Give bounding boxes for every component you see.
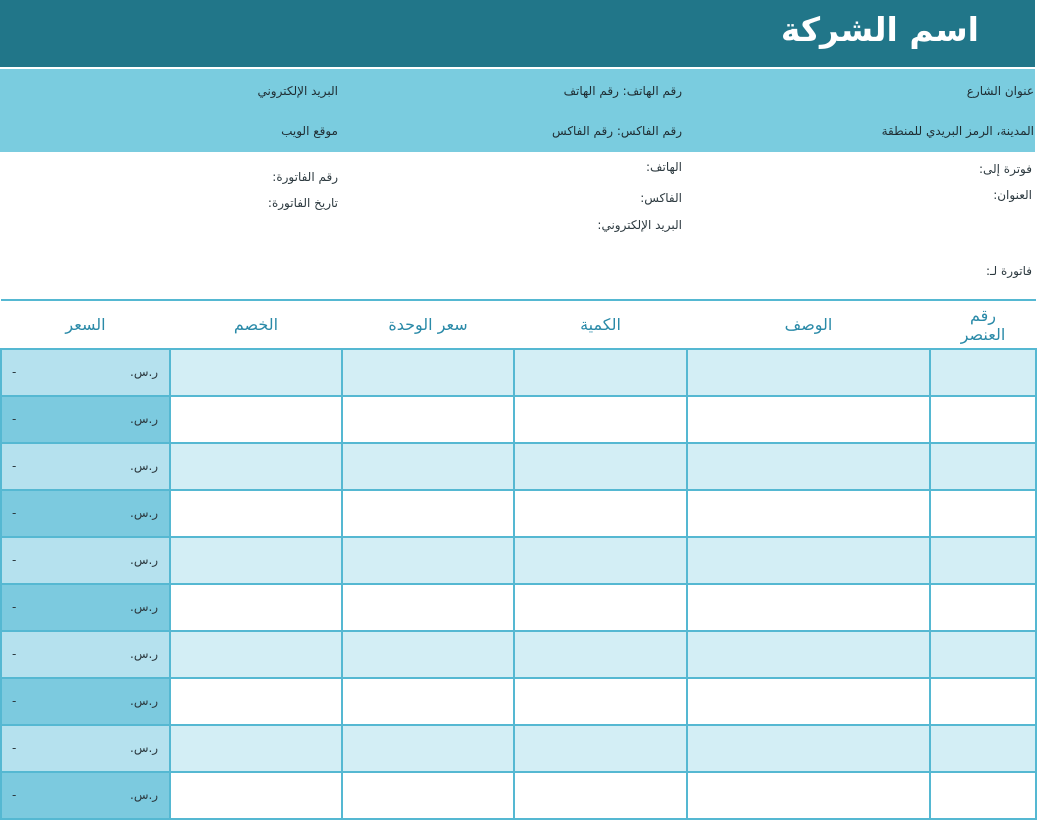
quantity-cell[interactable]	[514, 537, 687, 584]
invoice-date-label: تاريخ الفاتورة:	[267, 196, 338, 210]
currency-label: ر.س.	[130, 412, 159, 426]
description-cell[interactable]	[687, 631, 930, 678]
item-number-cell[interactable]	[930, 678, 1036, 725]
company-phone: رقم الهاتف: رقم الهاتف	[563, 84, 682, 98]
quantity-cell[interactable]	[514, 678, 687, 725]
item-number-cell[interactable]	[930, 396, 1036, 443]
unit-price-cell[interactable]	[342, 396, 514, 443]
unit-price-cell[interactable]	[342, 490, 514, 537]
header-discount: الخصم	[170, 300, 342, 349]
address-label: العنوان:	[993, 188, 1032, 202]
header-price: السعر	[1, 300, 170, 349]
price-value: -	[12, 412, 17, 426]
bill-to-label: فوترة إلى:	[978, 162, 1032, 176]
table-row	[1, 443, 1036, 490]
currency-label: ر.س.	[130, 459, 159, 473]
item-number-cell[interactable]	[930, 537, 1036, 584]
price-value: -	[12, 600, 17, 614]
city-zip: المدينة، الرمز البريدي للمنطقة	[881, 124, 1034, 138]
header-quantity: الكمية	[514, 300, 687, 349]
unit-price-cell[interactable]	[342, 443, 514, 490]
unit-price-cell[interactable]	[342, 584, 514, 631]
discount-cell[interactable]	[170, 537, 342, 584]
description-cell[interactable]	[687, 349, 930, 396]
discount-cell[interactable]	[170, 678, 342, 725]
header-item-number: رقم العنصر	[930, 300, 1036, 349]
company-fax: رقم الفاكس: رقم الفاكس	[552, 124, 682, 138]
discount-cell[interactable]	[170, 443, 342, 490]
unit-price-cell[interactable]	[342, 772, 514, 819]
quantity-cell[interactable]	[514, 443, 687, 490]
unit-price-cell[interactable]	[342, 349, 514, 396]
description-cell[interactable]	[687, 584, 930, 631]
header-unit-price: سعر الوحدة	[342, 300, 514, 349]
company-website: موقع الويب	[281, 124, 338, 138]
company-info-band	[0, 69, 1035, 152]
quantity-cell[interactable]	[514, 349, 687, 396]
description-cell[interactable]	[687, 490, 930, 537]
quantity-cell[interactable]	[514, 396, 687, 443]
unit-price-cell[interactable]	[342, 537, 514, 584]
quantity-cell[interactable]	[514, 772, 687, 819]
price-value: -	[12, 788, 17, 802]
table-row	[1, 772, 1036, 819]
discount-cell[interactable]	[170, 349, 342, 396]
table-row	[1, 490, 1036, 537]
item-number-cell[interactable]	[930, 725, 1036, 772]
price-cell[interactable]	[1, 490, 170, 537]
currency-label: ر.س.	[130, 741, 159, 755]
description-cell[interactable]	[687, 396, 930, 443]
price-cell[interactable]	[1, 584, 170, 631]
discount-cell[interactable]	[170, 396, 342, 443]
currency-label: ر.س.	[130, 553, 159, 567]
quantity-cell[interactable]	[514, 631, 687, 678]
currency-label: ر.س.	[130, 788, 159, 802]
price-value: -	[12, 694, 17, 708]
quantity-cell[interactable]	[514, 490, 687, 537]
table-header-row	[1, 300, 1036, 349]
item-number-cell[interactable]	[930, 631, 1036, 678]
item-number-cell[interactable]	[930, 490, 1036, 537]
unit-price-cell[interactable]	[342, 678, 514, 725]
description-cell[interactable]	[687, 537, 930, 584]
currency-label: ر.س.	[130, 506, 159, 520]
description-cell[interactable]	[687, 725, 930, 772]
table-row	[1, 725, 1036, 772]
table-row	[1, 631, 1036, 678]
header-description: الوصف	[687, 300, 930, 349]
price-value: -	[12, 741, 17, 755]
description-cell[interactable]	[687, 678, 930, 725]
currency-label: ر.س.	[130, 647, 159, 661]
discount-cell[interactable]	[170, 490, 342, 537]
discount-cell[interactable]	[170, 631, 342, 678]
price-cell[interactable]	[1, 396, 170, 443]
item-number-cell[interactable]	[930, 772, 1036, 819]
description-cell[interactable]	[687, 443, 930, 490]
invoice-for-label: فاتورة لـ:	[985, 264, 1032, 278]
table-row	[1, 537, 1036, 584]
street-address: عنوان الشارع	[966, 84, 1034, 98]
price-value: -	[12, 365, 17, 379]
price-value: -	[12, 647, 17, 661]
discount-cell[interactable]	[170, 772, 342, 819]
title-bar	[0, 0, 1035, 67]
currency-label: ر.س.	[130, 365, 159, 379]
unit-price-cell[interactable]	[342, 631, 514, 678]
table-row	[1, 678, 1036, 725]
price-cell[interactable]	[1, 349, 170, 396]
discount-cell[interactable]	[170, 584, 342, 631]
description-cell[interactable]	[687, 772, 930, 819]
fax-label: الفاكس:	[640, 191, 682, 205]
item-number-cell[interactable]	[930, 443, 1036, 490]
price-value: -	[12, 459, 17, 473]
quantity-cell[interactable]	[514, 584, 687, 631]
email-label: البريد الإلكتروني:	[597, 218, 682, 232]
price-value: -	[12, 506, 17, 520]
price-cell[interactable]	[1, 537, 170, 584]
price-value: -	[12, 553, 17, 567]
price-cell[interactable]	[1, 725, 170, 772]
table-row	[1, 396, 1036, 443]
table-row	[1, 349, 1036, 396]
currency-label: ر.س.	[130, 600, 159, 614]
quantity-cell[interactable]	[514, 725, 687, 772]
company-email: البريد الإلكتروني	[257, 84, 338, 98]
invoice-number-label: رقم الفاتورة:	[272, 170, 338, 184]
currency-label: ر.س.	[130, 694, 159, 708]
price-cell[interactable]	[1, 772, 170, 819]
item-number-cell[interactable]	[930, 584, 1036, 631]
price-cell[interactable]	[1, 443, 170, 490]
price-cell[interactable]	[1, 631, 170, 678]
unit-price-cell[interactable]	[342, 725, 514, 772]
price-cell[interactable]	[1, 678, 170, 725]
item-number-cell[interactable]	[930, 349, 1036, 396]
items-table	[0, 299, 1037, 820]
table-row	[1, 584, 1036, 631]
phone-label: الهاتف:	[646, 160, 682, 174]
discount-cell[interactable]	[170, 725, 342, 772]
company-name: اسم الشركة	[780, 10, 979, 49]
